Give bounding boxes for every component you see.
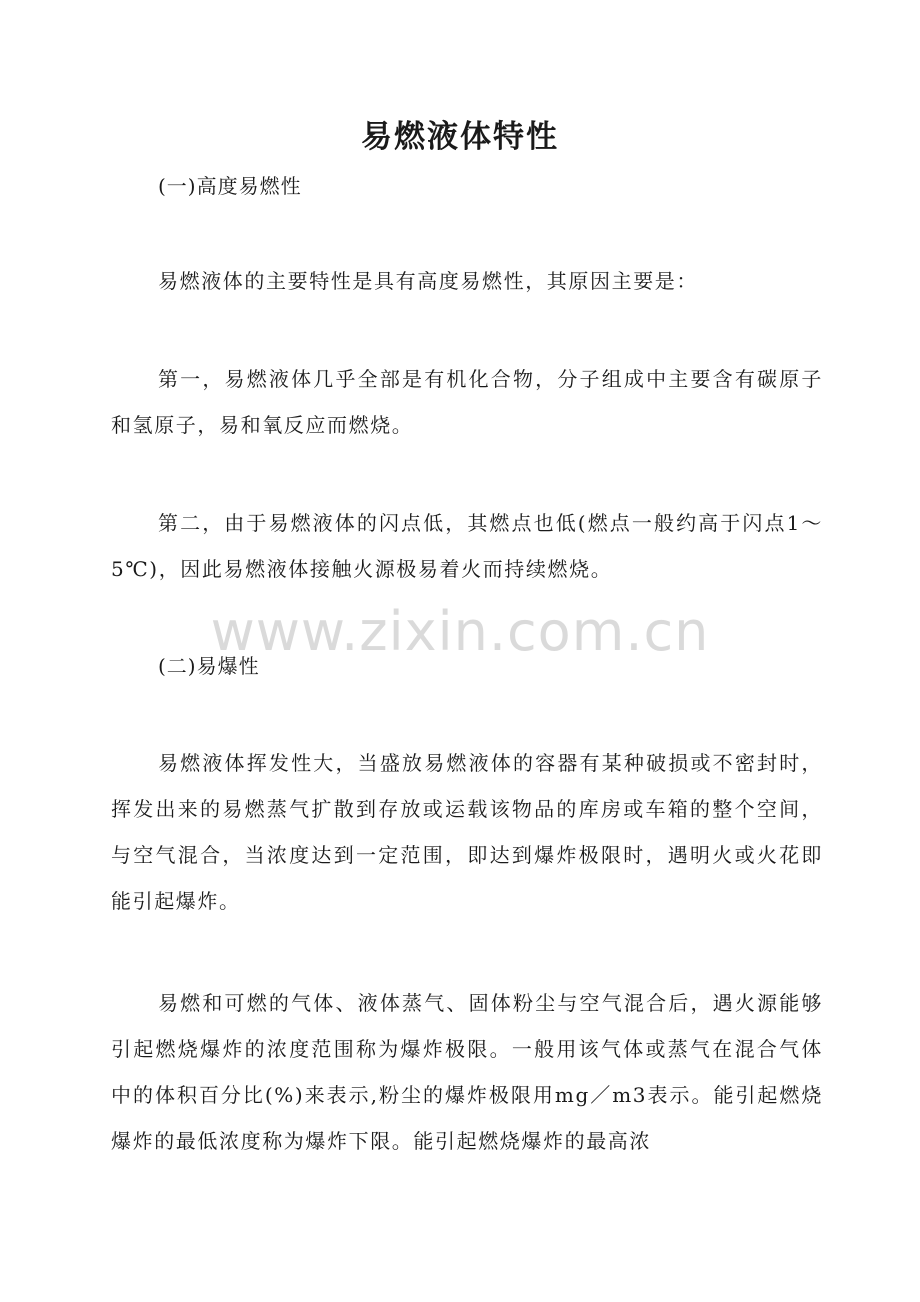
- section-heading-explosiveness: (二)易爆性: [158, 654, 260, 678]
- paragraph-volatility: 易燃液体挥发性大，当盛放易燃液体的容器有某种破损或不密封时，挥发出来的易燃蒸气扩散到存放或运载该物品的库房或车箱的整个空间，与空气混合，当浓度达到一定范围，即达到爆炸极限时，遇明火或火花即能引起爆炸。: [111, 751, 823, 913]
- paragraph-explosion-limit: 易燃和可燃的气体、液体蒸气、固体粉尘与空气混合后，遇火源能够引起燃烧爆炸的浓度范围称为爆炸极限。一般用该气体或蒸气在混合气体中的体积百分比(%)来表示,粉尘的爆炸极限用mg／m3表示。能引起燃烧爆炸的最低浓度称为爆炸下限。能引起燃烧爆炸的最高浓: [111, 991, 823, 1153]
- paragraph-intro: 易燃液体的主要特性是具有高度易燃性，其原因主要是：: [158, 269, 698, 293]
- paragraph-second-reason: 第二，由于易燃液体的闪点低，其燃点也低(燃点一般约高于闪点1～5℃)，因此易燃液体接触火源极易着火而持续燃烧。: [111, 511, 823, 581]
- watermark: www.zixin.com.cn: [210, 600, 710, 663]
- section-heading-flammability: (一)高度易燃性: [158, 174, 302, 198]
- paragraph-first-reason: 第一，易燃液体几乎全部是有机化合物，分子组成中主要含有碳原子和氢原子，易和氧反应而燃烧。: [111, 367, 823, 437]
- document-title: 易燃液体特性: [361, 119, 559, 155]
